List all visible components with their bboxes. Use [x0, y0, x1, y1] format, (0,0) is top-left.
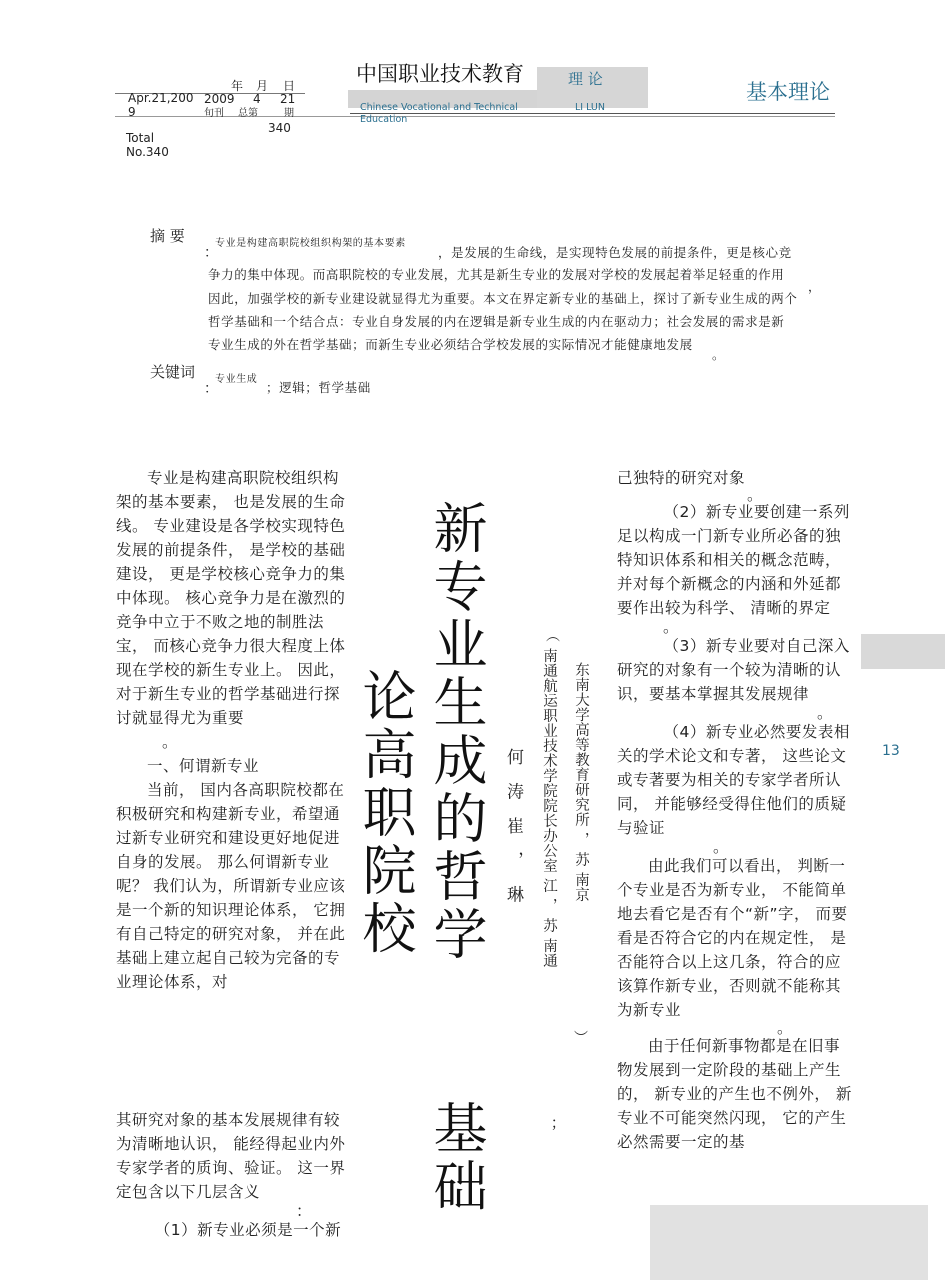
keywords-label: 关键词	[150, 363, 196, 381]
page-number: 13	[882, 743, 900, 759]
issue-cn-3: 期	[284, 108, 294, 119]
paragraph-judgement: 由此我们可以看出， 判断一个专业是否为新专业， 不能简单地去看它是否有个“新”字， 而要看是否符合它的内在规定性， 是否能符合以上这几条，符合的应该算作新专业，否则就不能称其为新专业	[617, 857, 848, 1019]
abstract-colon: ：	[204, 245, 218, 261]
left-column	[116, 466, 352, 994]
keywords-first: 专业生成	[215, 374, 258, 385]
year-value: 2009	[204, 92, 235, 106]
month-label: 月	[256, 79, 269, 93]
affiliation-close: ）	[572, 1030, 588, 1044]
keywords-rest: ；逻辑；哲学基础	[266, 380, 371, 395]
paragraph-r1: 己独特的研究对象	[617, 469, 746, 487]
paragraph-definition: 当前， 国内各高职院校都在积极研究和构建新专业，希望通过新专业研究和建设更好地促进自身的发展。 那么何谓新专业呢？ 我们认为，所谓新专业应该是一个新的知识理论体系， 它拥有自己特定的研究对象， 并在此基础上建立起自己较为完备的专业理论体系，对	[116, 781, 346, 991]
day-value: 21	[280, 92, 296, 106]
affiliation-2: 东南大学高等教育研究所 ， 苏 南京	[573, 662, 589, 903]
issue-cn-1: 旬刊	[204, 108, 224, 119]
side-tab	[861, 634, 945, 669]
paragraph-point-3-end: 。	[817, 704, 834, 722]
keywords-colon: ：	[204, 381, 218, 397]
title-main: 新专业生成的哲学	[425, 500, 488, 964]
paragraph-origin: 由于任何新事物都是在旧事物发展到一定阶段的基础上产生的， 新专业的产生也不例外， 新专业不可能突然闪现， 它的产生必然需要一定的基	[617, 1037, 852, 1151]
section-cn: 理 论	[568, 70, 603, 88]
section-heading: 一、何谓新专业	[147, 757, 260, 775]
affiliation-open: （	[544, 628, 560, 642]
paragraph-point-1: （1）新专业必须是一个新	[154, 1221, 342, 1239]
journal-title-cn: 中国职业技术教育	[356, 62, 524, 86]
right-column	[617, 466, 855, 1154]
year-label: 年	[231, 79, 244, 93]
paragraph-judgement-end: 。	[777, 1019, 794, 1037]
footer-block	[650, 1205, 928, 1280]
paragraph-point-2-end: 。	[663, 618, 680, 636]
title-sub: 论高职院校	[354, 668, 417, 958]
column-title: 基本理论	[746, 80, 830, 104]
total-en: Total No.340	[126, 131, 169, 159]
abstract-line-1: ，是发展的生命线，是实现特色发展的前提条件，更是核心竞	[438, 245, 792, 260]
paragraph-r1-end: 。	[747, 486, 764, 504]
issue-number: 340	[268, 121, 291, 135]
author-semicolon: ；	[541, 1118, 559, 1133]
journal-title-en: Chinese Vocational and Technical Education	[360, 102, 518, 125]
issue-cn-2: 总第	[238, 108, 258, 119]
paragraph-intro: 专业是构建高职院校组织构架的基本要素， 也是发展的生命线。 专业建设是各学校实现特色发展的前提条件， 是学校的基础建设， 更是学校核心竞争力的集中体现。 核心竞争力是在激烈的竞争中立于不败之地的制胜法宝， 而核心竞争力很大程度上体现在学校的新生专业上。 因此，对于新生专业的哲学基础进行探讨就显得尤为重要	[116, 469, 346, 727]
paragraph-definition-cont: 其研究对象的基本发展规律有较为清晰地认识， 能经得起业内外专家学者的质询、验证。 这一界定包含以下几层含义	[116, 1111, 346, 1201]
paragraph-intro-end: 。	[162, 733, 179, 751]
abstract-label: 摘 要	[150, 227, 185, 245]
abstract-line-3: 因此，加强学校的新专业建设就显得尤为重要。本文在界定新专业的基础上，探讨了新专业生成的两个	[208, 291, 798, 306]
month-value: 4	[253, 92, 261, 106]
abstract-line-5-mark: 。	[712, 347, 726, 362]
affiliation-1: 南通航运职业技术学院院长办公室 江 ， 苏 南通	[541, 648, 557, 969]
abstract-line-2: 争力的集中体现。而高职院校的专业发展，尤其是新生专业的发展对学校的发展起着举足轻重的作用	[208, 267, 785, 282]
abstract-lead: 专业是构建高职院校组织构架的基本要素	[215, 238, 406, 249]
left-column-lower	[116, 1108, 352, 1242]
paragraph-point-4: （4）新专业必然要发表相关的学术论文和专著， 这些论文或专著要为相关的专家学者所认同， 并能够经受得住他们的质疑与验证	[617, 723, 850, 837]
paragraph-point-4-end: 。	[713, 838, 730, 856]
author-names: 何 涛 崔 ， 琳	[503, 748, 523, 909]
day-label: 日	[283, 79, 296, 93]
abstract-line-2-mark: ，	[808, 279, 822, 294]
date-en: Apr.21,2009	[128, 91, 194, 119]
title-main-end: 基础	[425, 1100, 488, 1216]
abstract-line-4: 哲学基础和一个结合点：专业自身发展的内在逻辑是新专业生成的内在驱动力；社会发展的需求是新	[208, 314, 785, 329]
section-en: LI LUN	[575, 102, 605, 113]
paragraph-definition-cont-end: ：	[296, 1202, 313, 1220]
paragraph-point-2: （2）新专业要创建一系列足以构成一门新专业所必备的独特知识体系和相关的概念范畴， 并对每个新概念的内涵和外延都要作出较为科学、 清晰的界定	[617, 503, 850, 617]
paragraph-point-3: （3）新专业要对自己深入研究的对象有一个较为清晰的认识，要基本掌握其发展规律	[617, 637, 850, 703]
abstract-line-5: 专业生成的外在哲学基础；而新生专业必须结合学校发展的实际情况才能健康地发展	[208, 337, 693, 352]
